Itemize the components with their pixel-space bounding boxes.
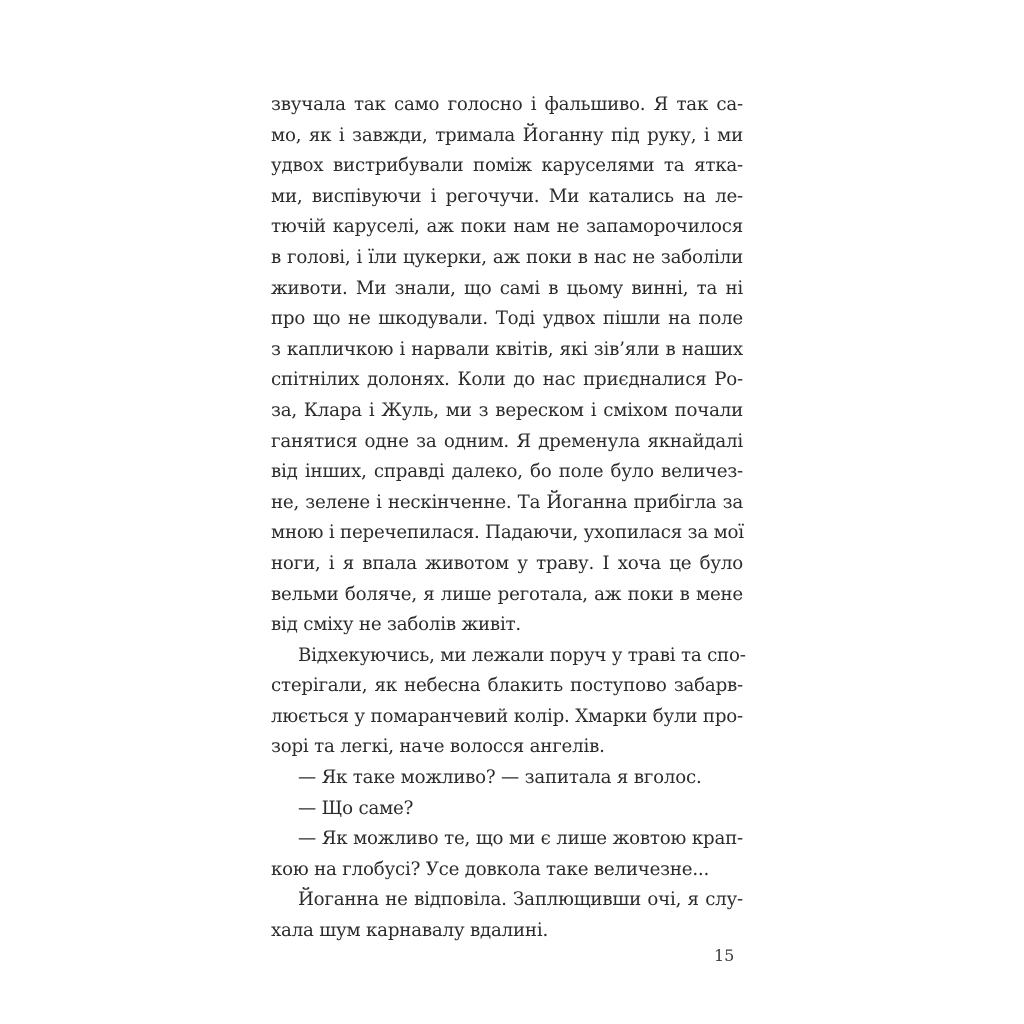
dialogue-line: — Що саме? (298, 797, 414, 819)
paragraph-start-line: Відхекуючись, ми лежали поруч у траві та спо- (298, 644, 746, 666)
text-line: тючій каруселі, аж поки нам не запаморочилося (271, 216, 743, 238)
text-line: стерігали, як небесна блакить поступово забарв- (271, 675, 743, 697)
paragraph-start-line: Йоганна не відповіла. Заплющивши очі, я слу- (298, 889, 743, 911)
text-line: хала шум карнавалу вдалині. (271, 920, 549, 942)
text-line: ганятися одне за одним. Я дременула якнайдалі (271, 430, 743, 452)
dialogue-line: — Як таке можливо? — запитала я вголос. (298, 767, 702, 789)
text-line: спітнілих долонях. Коли до нас приєдналися Ро- (271, 369, 743, 391)
text-line: від інших, справді далеко, бо поле було величез- (271, 461, 743, 483)
text-line: ми, виспівуючи і регочучи. Ми катались на ле- (271, 185, 743, 207)
page-number: 15 (714, 946, 735, 965)
body-text (271, 90, 746, 947)
dialogue-line: — Як можливо те, що ми є лише жовтою крап- (298, 828, 743, 850)
text-line: животи. Ми знали, що самі в цьому винні, та ні (271, 277, 743, 299)
text-line: про що не шкодували. Тоді удвох пішли на поле (271, 308, 743, 330)
text-line: ноги, і я впала животом у траву. І хоча це було (271, 552, 743, 574)
text-line: з капличкою і нарвали квітів, які зів’яли в наших (271, 338, 743, 360)
text-line: від сміху не заболів живіт. (271, 614, 521, 636)
text-line: зорі та легкі, наче волосся ангелів. (271, 736, 605, 758)
text-line: люється у помаранчевий колір. Хмарки були про- (271, 705, 743, 727)
text-line: мо, як і завжди, тримала Йоганну під руку, і ми (271, 124, 743, 146)
text-line: мною і перечепилася. Падаючи, ухопилася за мої (271, 522, 744, 544)
text-line: кою на глобусі? Усе довкола таке величезне... (271, 858, 710, 880)
text-line: в голові, і їли цукерки, аж поки в нас не заболіли (271, 246, 743, 268)
text-line: удвох вистрибували поміж каруселями та ятка- (271, 155, 743, 177)
text-line: не, зелене і нескінченне. Та Йоганна прибігла за (271, 491, 743, 513)
text-line: звучала так само голосно і фальшиво. Я так са- (271, 94, 743, 115)
text-line: за, Клара і Жуль, ми з вереском і сміхом почали (271, 399, 743, 421)
text-line: вельми боляче, я лише реготала, аж поки в мене (271, 583, 743, 605)
